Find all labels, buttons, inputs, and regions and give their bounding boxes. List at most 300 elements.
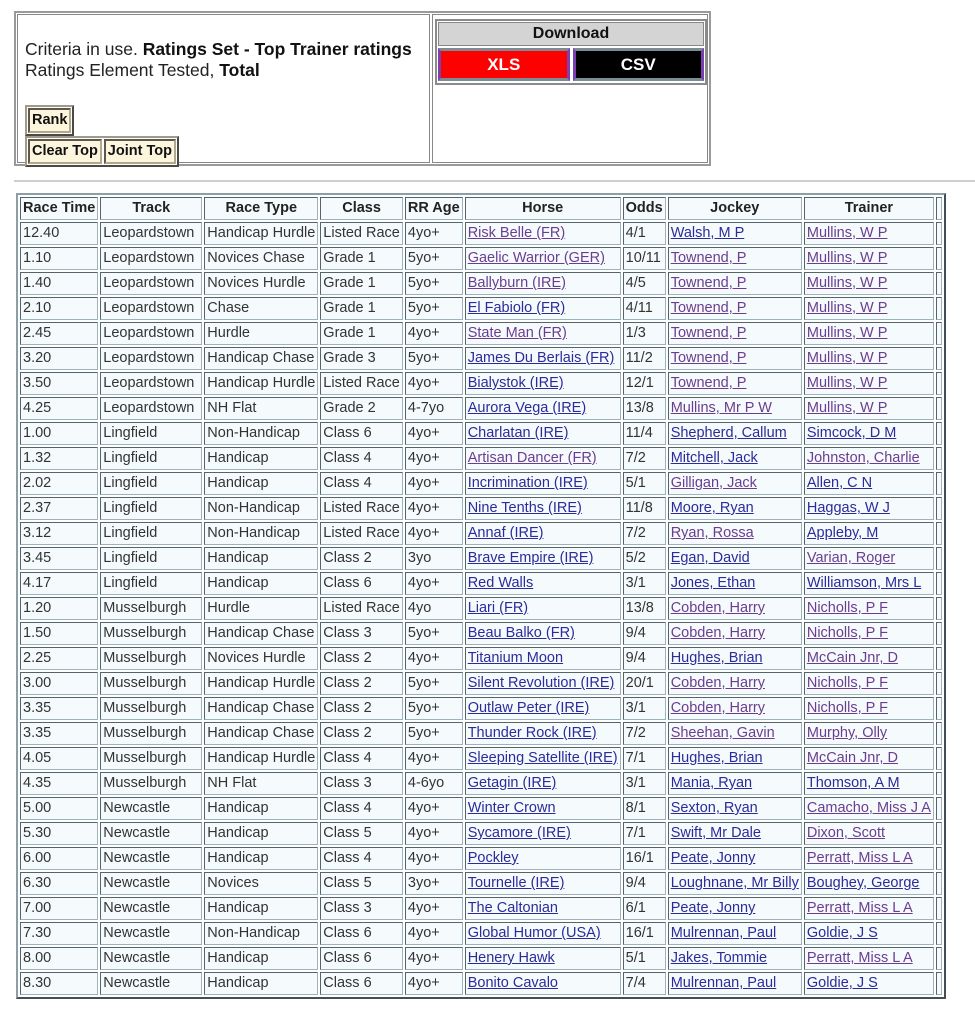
cell-horse <box>465 797 621 820</box>
cell-odds: 20/1 <box>623 672 666 695</box>
cell-jockey <box>668 372 802 395</box>
download-csv-button[interactable]: CSV <box>573 48 705 81</box>
jockey-link[interactable]: Peate, Jonny <box>670 900 756 916</box>
horse-link[interactable]: El Fabiolo (FR) <box>467 300 566 316</box>
jockey-link[interactable]: Cobden, Harry <box>670 700 765 716</box>
cell-horse <box>465 872 621 895</box>
jockey-link[interactable]: Cobden, Harry <box>670 625 765 641</box>
cell-rr-age: 4yo+ <box>405 847 463 870</box>
cell-truncated-column <box>936 872 942 895</box>
divider <box>14 180 975 182</box>
trainer-link[interactable]: Haggas, W J <box>806 500 890 516</box>
table-row <box>20 847 942 870</box>
cell-race-type: Handicap Hurdle <box>204 747 318 770</box>
cell-horse <box>465 247 621 270</box>
cell-class: Class 4 <box>320 847 403 870</box>
cell-trainer <box>804 722 934 745</box>
horse-link[interactable]: Sleeping Satellite (IRE) <box>467 750 618 766</box>
cell-trainer <box>804 872 934 895</box>
horse-link[interactable]: Annaf (IRE) <box>467 525 544 541</box>
trainer-link[interactable]: Allen, C N <box>806 475 873 491</box>
cell-track: Newcastle <box>100 972 202 995</box>
cell-track: Musselburgh <box>100 597 202 620</box>
trainer-link[interactable]: McCain Jnr, D <box>806 750 898 766</box>
cell-odds: 13/8 <box>623 597 666 620</box>
horse-link[interactable]: Thunder Rock (IRE) <box>467 725 597 741</box>
horse-link[interactable]: Incrimination (IRE) <box>467 475 588 491</box>
cell-class: Grade 1 <box>320 247 403 270</box>
cell-track: Leopardstown <box>100 247 202 270</box>
cell-horse <box>465 447 621 470</box>
cell-rr-age: 5yo+ <box>405 347 463 370</box>
trainer-link[interactable]: Mullins, W P <box>806 275 888 291</box>
cell-trainer <box>804 547 934 570</box>
cell-jockey <box>668 597 802 620</box>
trainer-link[interactable]: Williamson, Mrs L <box>806 575 922 591</box>
criteria-text <box>25 39 412 81</box>
horse-link[interactable]: Titanium Moon <box>467 650 564 666</box>
cell-track: Leopardstown <box>100 322 202 345</box>
trainer-link[interactable]: Mullins, W P <box>806 325 888 341</box>
trainer-link[interactable]: Simcock, D M <box>806 425 897 441</box>
cell-class: Class 2 <box>320 672 403 695</box>
table-row <box>20 797 942 820</box>
jockey-link[interactable]: Mulrennan, Paul <box>670 925 777 941</box>
joint-top-button[interactable]: Joint Top <box>104 139 176 164</box>
trainer-link[interactable]: Goldie, J S <box>806 925 878 941</box>
trainer-link[interactable]: McCain Jnr, D <box>806 650 898 666</box>
trainer-link[interactable]: Goldie, J S <box>806 975 878 991</box>
trainer-link[interactable]: Dixon, Scott <box>806 825 886 841</box>
jockey-link[interactable]: Townend, P <box>670 275 747 291</box>
cell-trainer <box>804 222 934 245</box>
cell-track: Lingfield <box>100 547 202 570</box>
table-row <box>20 222 942 245</box>
jockey-link[interactable]: Mania, Ryan <box>670 775 753 791</box>
table-row <box>20 647 942 670</box>
cell-horse <box>465 747 621 770</box>
jockey-link[interactable]: Hughes, Brian <box>670 750 763 766</box>
cell-track: Musselburgh <box>100 747 202 770</box>
cell-class: Class 4 <box>320 747 403 770</box>
cell-odds: 5/2 <box>623 547 666 570</box>
cell-truncated-column <box>936 947 942 970</box>
horse-link[interactable]: Silent Revolution (IRE) <box>467 675 615 691</box>
jockey-link[interactable]: Townend, P <box>670 350 747 366</box>
cell-trainer <box>804 897 934 920</box>
trainer-link[interactable]: Mullins, W P <box>806 350 888 366</box>
cell-trainer <box>804 847 934 870</box>
cell-truncated-column <box>936 547 942 570</box>
jockey-link[interactable]: Peate, Jonny <box>670 850 756 866</box>
trainer-link[interactable]: Mullins, W P <box>806 250 888 266</box>
table-row <box>20 872 942 895</box>
horse-link[interactable]: Henery Hawk <box>467 950 555 966</box>
cell-rr-age: 4yo+ <box>405 947 463 970</box>
download-xls-button[interactable]: XLS <box>438 48 570 81</box>
jockey-link[interactable]: Moore, Ryan <box>670 500 754 516</box>
jockey-link[interactable]: Townend, P <box>670 300 747 316</box>
cell-jockey <box>668 797 802 820</box>
cell-jockey <box>668 922 802 945</box>
cell-rr-age: 5yo+ <box>405 272 463 295</box>
cell-horse <box>465 322 621 345</box>
cell-class: Class 6 <box>320 422 403 445</box>
cell-race-type: Handicap <box>204 947 318 970</box>
table-row <box>20 497 942 520</box>
cell-race-time: 4.25 <box>20 397 98 420</box>
cell-odds: 5/1 <box>623 472 666 495</box>
jockey-link[interactable]: Townend, P <box>670 325 747 341</box>
cell-class: Class 2 <box>320 697 403 720</box>
horse-link[interactable]: Winter Crown <box>467 800 556 816</box>
header-jockey[interactable]: Jockey <box>668 197 802 220</box>
cell-truncated-column <box>936 497 942 520</box>
cell-race-time: 1.20 <box>20 597 98 620</box>
trainer-link[interactable]: Nicholls, P F <box>806 625 888 641</box>
table-row <box>20 547 942 570</box>
trainer-link[interactable]: Thomson, A M <box>806 775 900 791</box>
jockey-link[interactable]: Cobden, Harry <box>670 675 765 691</box>
cell-rr-age: 4yo+ <box>405 797 463 820</box>
cell-truncated-column <box>936 922 942 945</box>
cell-race-time: 5.30 <box>20 822 98 845</box>
trainer-link[interactable]: Mullins, W P <box>806 300 888 316</box>
cell-class: Class 2 <box>320 722 403 745</box>
clear-top-button[interactable]: Clear Top <box>28 139 102 164</box>
cell-trainer <box>804 247 934 270</box>
trainer-link[interactable]: Mullins, W P <box>806 400 888 416</box>
horse-link[interactable]: Liari (FR) <box>467 600 529 616</box>
criteria-cell <box>17 14 430 163</box>
cell-race-time: 12.40 <box>20 222 98 245</box>
cell-horse <box>465 272 621 295</box>
jockey-link[interactable]: Townend, P <box>670 250 747 266</box>
cell-class: Listed Race <box>320 497 403 520</box>
cell-jockey <box>668 622 802 645</box>
header-horse[interactable]: Horse <box>465 197 621 220</box>
trainer-link[interactable]: Camacho, Miss J A <box>806 800 931 816</box>
cell-class: Class 2 <box>320 547 403 570</box>
jockey-link[interactable]: Sexton, Ryan <box>670 800 758 816</box>
cell-race-type: Non-Handicap <box>204 422 318 445</box>
cell-horse <box>465 422 621 445</box>
cell-truncated-column <box>936 797 942 820</box>
cell-class: Class 2 <box>320 647 403 670</box>
cell-jockey <box>668 747 802 770</box>
jockey-link[interactable]: Gilligan, Jack <box>670 475 757 491</box>
cell-track: Lingfield <box>100 447 202 470</box>
horse-link[interactable]: Bonito Cavalo <box>467 975 558 991</box>
horse-link[interactable]: Charlatan (IRE) <box>467 425 569 441</box>
cell-race-time: 2.25 <box>20 647 98 670</box>
cell-track: Musselburgh <box>100 622 202 645</box>
trainer-link[interactable]: Murphy, Olly <box>806 725 888 741</box>
cell-race-type: Handicap <box>204 572 318 595</box>
cell-jockey <box>668 972 802 995</box>
cell-race-time: 1.32 <box>20 447 98 470</box>
cell-odds: 6/1 <box>623 897 666 920</box>
jockey-link[interactable]: Hughes, Brian <box>670 650 763 666</box>
cell-class: Listed Race <box>320 222 403 245</box>
horse-link[interactable]: Aurora Vega (IRE) <box>467 400 587 416</box>
cell-race-time: 6.00 <box>20 847 98 870</box>
cell-track: Musselburgh <box>100 772 202 795</box>
jockey-link[interactable]: Egan, David <box>670 550 750 566</box>
cell-trainer <box>804 372 934 395</box>
cell-track: Leopardstown <box>100 272 202 295</box>
cell-trainer <box>804 772 934 795</box>
cell-track: Musselburgh <box>100 697 202 720</box>
horse-link[interactable]: Artisan Dancer (FR) <box>467 450 597 466</box>
trainer-link[interactable]: Nicholls, P F <box>806 700 888 716</box>
cell-odds: 12/1 <box>623 372 666 395</box>
cell-rr-age: 4yo+ <box>405 472 463 495</box>
cell-jockey <box>668 772 802 795</box>
cell-race-type: Hurdle <box>204 597 318 620</box>
cell-horse <box>465 647 621 670</box>
header-trainer[interactable]: Trainer <box>804 197 934 220</box>
cell-jockey <box>668 347 802 370</box>
cell-track: Leopardstown <box>100 297 202 320</box>
cell-trainer <box>804 922 934 945</box>
table-row <box>20 922 942 945</box>
jockey-link[interactable]: Shepherd, Callum <box>670 425 787 441</box>
cell-trainer <box>804 797 934 820</box>
cell-race-type: Novices Chase <box>204 247 318 270</box>
horse-link[interactable]: Tournelle (IRE) <box>467 875 565 891</box>
cell-race-type: Handicap Chase <box>204 347 318 370</box>
cell-jockey <box>668 647 802 670</box>
header-race-type[interactable]: Race Type <box>204 197 318 220</box>
cell-track: Newcastle <box>100 897 202 920</box>
cell-trainer <box>804 347 934 370</box>
cell-odds: 16/1 <box>623 922 666 945</box>
cell-rr-age: 3yo <box>405 547 463 570</box>
cell-track: Lingfield <box>100 472 202 495</box>
cell-truncated-column <box>936 397 942 420</box>
cell-race-type: Handicap <box>204 547 318 570</box>
results-body <box>20 222 942 995</box>
cell-class: Class 6 <box>320 922 403 945</box>
horse-link[interactable]: Outlaw Peter (IRE) <box>467 700 590 716</box>
table-row <box>20 247 942 270</box>
cell-odds: 9/4 <box>623 872 666 895</box>
cell-rr-age: 4yo+ <box>405 822 463 845</box>
cell-class: Grade 1 <box>320 272 403 295</box>
header-race-time[interactable]: Race Time <box>20 197 98 220</box>
trainer-link[interactable]: Perratt, Miss L A <box>806 900 913 916</box>
cell-odds: 7/2 <box>623 722 666 745</box>
trainer-link[interactable]: Johnston, Charlie <box>806 450 920 466</box>
table-row <box>20 772 942 795</box>
cell-horse <box>465 947 621 970</box>
cell-race-time: 8.00 <box>20 947 98 970</box>
jockey-link[interactable]: Jones, Ethan <box>670 575 756 591</box>
cell-track: Newcastle <box>100 872 202 895</box>
jockey-link[interactable]: Swift, Mr Dale <box>670 825 761 841</box>
horse-link[interactable]: The Caltonian <box>467 900 558 916</box>
trainer-link[interactable]: Mullins, W P <box>806 225 888 241</box>
trainer-link[interactable]: Nicholls, P F <box>806 600 888 616</box>
cell-race-type: Handicap <box>204 822 318 845</box>
cell-trainer <box>804 322 934 345</box>
cell-truncated-column <box>936 597 942 620</box>
cell-horse <box>465 397 621 420</box>
cell-race-type: Handicap Chase <box>204 622 318 645</box>
cell-race-time: 8.30 <box>20 972 98 995</box>
cell-odds: 7/4 <box>623 972 666 995</box>
download-title: Download <box>438 22 704 46</box>
cell-truncated-column <box>936 647 942 670</box>
ratings-set-value: Ratings Set - Top Trainer ratings <box>142 39 412 59</box>
cell-truncated-column <box>936 972 942 995</box>
cell-odds: 3/1 <box>623 572 666 595</box>
horse-link[interactable]: Getagin (IRE) <box>467 775 557 791</box>
jockey-link[interactable]: Mullins, Mr P W <box>670 400 772 416</box>
horse-link[interactable]: Gaelic Warrior (GER) <box>467 250 605 266</box>
header-rr-age[interactable]: RR Age <box>405 197 463 220</box>
trainer-link[interactable]: Boughey, George <box>806 875 920 891</box>
cell-track: Lingfield <box>100 422 202 445</box>
cell-race-time: 2.37 <box>20 497 98 520</box>
cell-track: Lingfield <box>100 522 202 545</box>
horse-link[interactable]: State Man (FR) <box>467 325 567 341</box>
cell-rr-age: 4yo+ <box>405 972 463 995</box>
jockey-link[interactable]: Loughnane, Mr Billy <box>670 875 799 891</box>
cell-jockey <box>668 722 802 745</box>
cell-jockey <box>668 397 802 420</box>
trainer-link[interactable]: Appleby, M <box>806 525 879 541</box>
criteria-prefix: Criteria in use. <box>25 39 143 59</box>
horse-link[interactable]: Pockley <box>467 850 519 866</box>
jockey-link[interactable]: Jakes, Tommie <box>670 950 768 966</box>
cell-odds: 3/1 <box>623 697 666 720</box>
cell-odds: 7/2 <box>623 447 666 470</box>
cell-truncated-column <box>936 747 942 770</box>
cell-race-type: Handicap Chase <box>204 722 318 745</box>
horse-link[interactable]: James Du Berlais (FR) <box>467 350 615 366</box>
cell-truncated-column <box>936 522 942 545</box>
table-row <box>20 272 942 295</box>
cell-trainer <box>804 647 934 670</box>
cell-race-time: 2.02 <box>20 472 98 495</box>
cell-trainer <box>804 572 934 595</box>
cell-rr-age: 4yo+ <box>405 897 463 920</box>
horse-link[interactable]: Beau Balko (FR) <box>467 625 575 641</box>
horse-link[interactable]: Ballyburn (IRE) <box>467 275 567 291</box>
trainer-link[interactable]: Perratt, Miss L A <box>806 950 913 966</box>
cell-truncated-column <box>936 572 942 595</box>
cell-class: Listed Race <box>320 522 403 545</box>
cell-odds: 7/1 <box>623 747 666 770</box>
jockey-link[interactable]: Ryan, Rossa <box>670 525 754 541</box>
horse-link[interactable]: Bialystok (IRE) <box>467 375 564 391</box>
cell-race-type: NH Flat <box>204 397 318 420</box>
trainer-link[interactable]: Perratt, Miss L A <box>806 850 913 866</box>
ratings-element-value: Total <box>219 60 260 80</box>
cell-race-time: 2.10 <box>20 297 98 320</box>
horse-link[interactable]: Nine Tenths (IRE) <box>467 500 582 516</box>
trainer-link[interactable]: Mullins, W P <box>806 375 888 391</box>
horse-link[interactable]: Sycamore (IRE) <box>467 825 571 841</box>
cell-trainer <box>804 947 934 970</box>
table-row <box>20 622 942 645</box>
cell-trainer <box>804 397 934 420</box>
cell-truncated-column <box>936 897 942 920</box>
cell-horse <box>465 522 621 545</box>
cell-race-type: Non-Handicap <box>204 922 318 945</box>
header-class[interactable]: Class <box>320 197 403 220</box>
jockey-link[interactable]: Mulrennan, Paul <box>670 975 777 991</box>
cell-jockey <box>668 697 802 720</box>
cell-horse <box>465 297 621 320</box>
horse-link[interactable]: Red Walls <box>467 575 534 591</box>
jockey-link[interactable]: Sheehan, Gavin <box>670 725 775 741</box>
header-odds[interactable]: Odds <box>623 197 666 220</box>
cell-truncated-column <box>936 472 942 495</box>
cell-class: Grade 2 <box>320 397 403 420</box>
cell-class: Grade 3 <box>320 347 403 370</box>
cell-rr-age: 5yo+ <box>405 672 463 695</box>
jockey-link[interactable]: Townend, P <box>670 375 747 391</box>
cell-jockey <box>668 247 802 270</box>
cell-horse <box>465 547 621 570</box>
cell-race-time: 7.30 <box>20 922 98 945</box>
cell-class: Class 4 <box>320 472 403 495</box>
horse-link[interactable]: Brave Empire (IRE) <box>467 550 594 566</box>
cell-jockey <box>668 322 802 345</box>
cell-track: Newcastle <box>100 922 202 945</box>
cell-horse <box>465 697 621 720</box>
cell-race-time: 1.10 <box>20 247 98 270</box>
cell-jockey <box>668 522 802 545</box>
jockey-link[interactable]: Cobden, Harry <box>670 600 765 616</box>
jockey-link[interactable]: Walsh, M P <box>670 225 745 241</box>
cell-jockey <box>668 822 802 845</box>
cell-track: Leopardstown <box>100 397 202 420</box>
cell-truncated-column <box>936 672 942 695</box>
cell-race-time: 3.00 <box>20 672 98 695</box>
top-button-group <box>25 136 179 167</box>
cell-horse <box>465 572 621 595</box>
table-header-row <box>20 197 942 220</box>
trainer-link[interactable]: Varian, Roger <box>806 550 896 566</box>
cell-race-type: Non-Handicap <box>204 522 318 545</box>
horse-link[interactable]: Risk Belle (FR) <box>467 225 566 241</box>
cell-track: Musselburgh <box>100 672 202 695</box>
cell-race-type: NH Flat <box>204 772 318 795</box>
cell-jockey <box>668 297 802 320</box>
trainer-link[interactable]: Nicholls, P F <box>806 675 888 691</box>
cell-rr-age: 4yo+ <box>405 322 463 345</box>
cell-jockey <box>668 447 802 470</box>
horse-link[interactable]: Global Humor (USA) <box>467 925 601 941</box>
cell-jockey <box>668 222 802 245</box>
cell-rr-age: 4yo+ <box>405 447 463 470</box>
table-row <box>20 822 942 845</box>
cell-trainer <box>804 672 934 695</box>
jockey-link[interactable]: Mitchell, Jack <box>670 450 758 466</box>
rank-button[interactable]: Rank <box>28 108 71 133</box>
header-track[interactable]: Track <box>100 197 202 220</box>
table-row <box>20 947 942 970</box>
results-table <box>16 193 946 999</box>
cell-track: Musselburgh <box>100 647 202 670</box>
cell-horse <box>465 722 621 745</box>
cell-trainer <box>804 422 934 445</box>
cell-horse <box>465 672 621 695</box>
